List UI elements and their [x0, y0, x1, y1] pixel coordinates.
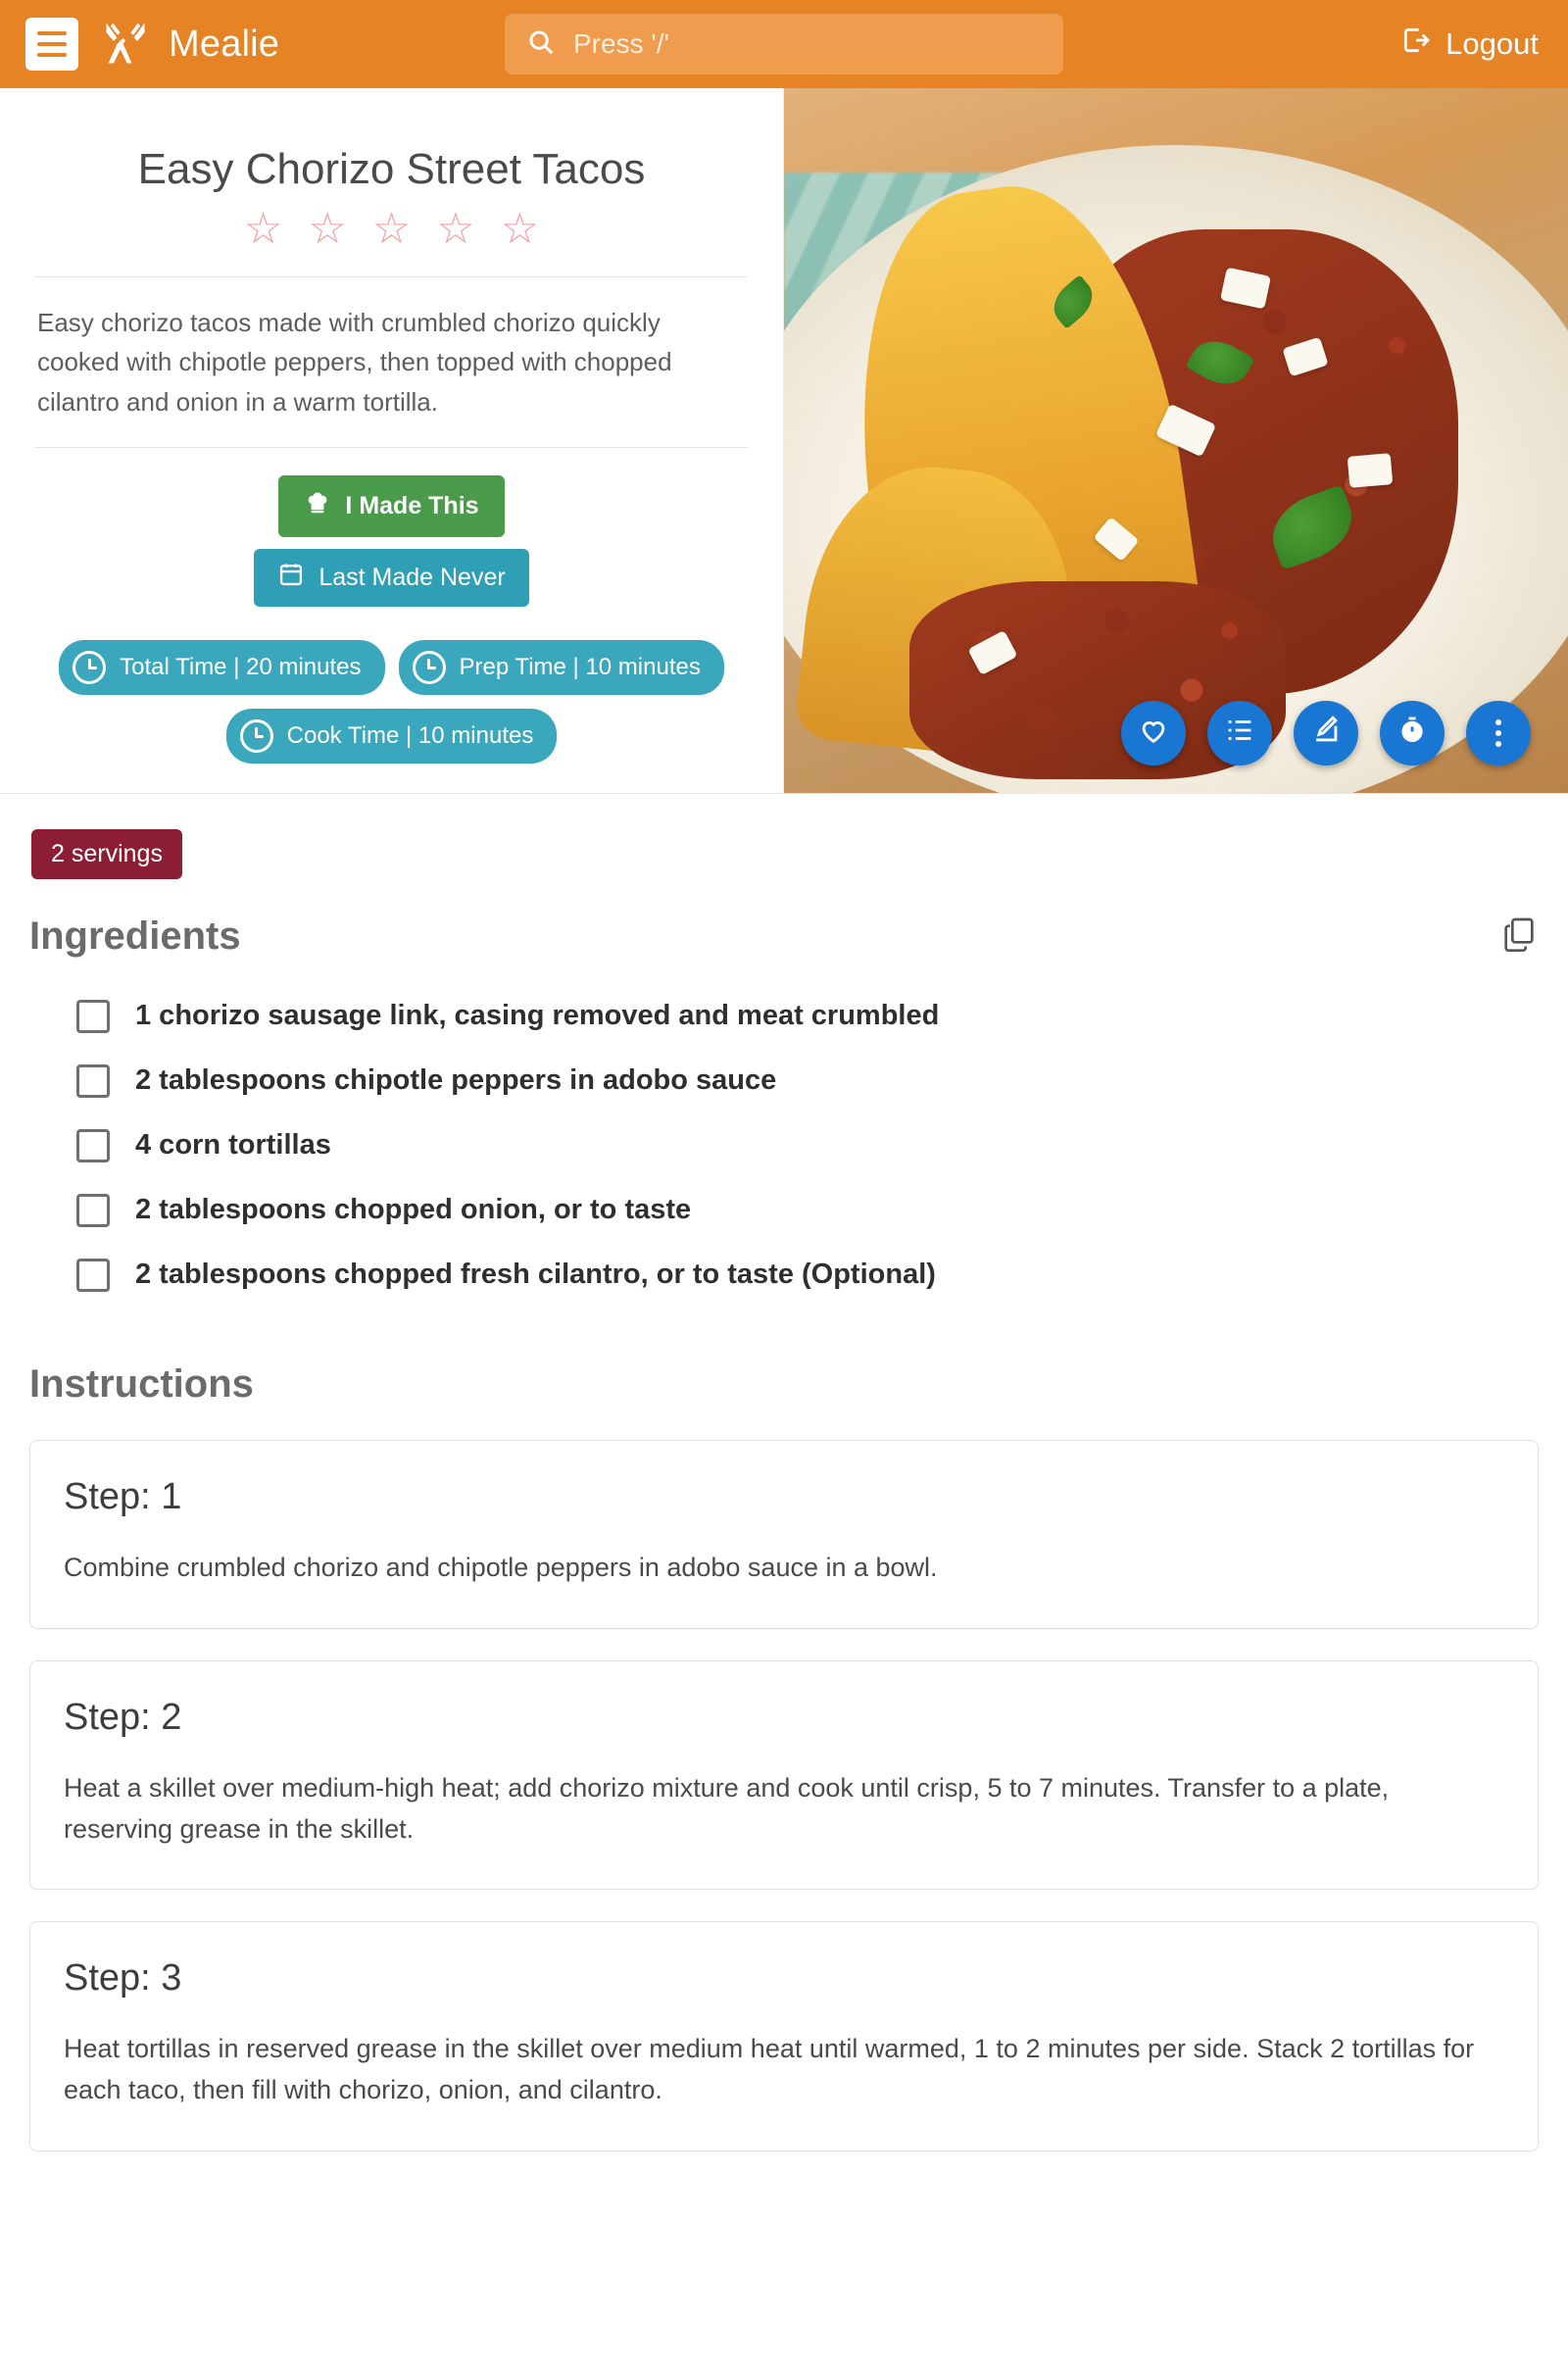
app-title: Mealie — [169, 23, 280, 65]
star-icon[interactable]: ☆ — [500, 205, 540, 253]
instructions-title: Instructions — [29, 1361, 254, 1406]
last-made-label: Last Made Never — [318, 563, 506, 591]
time-chips — [33, 640, 750, 764]
ingredient-checkbox[interactable] — [76, 1129, 110, 1162]
recipe-image — [784, 88, 1568, 793]
ingredient-label: 2 tablespoons chopped onion, or to taste — [135, 1194, 692, 1226]
cook-time-label: Cook Time | 10 minutes — [286, 721, 534, 749]
i-made-this-button[interactable] — [278, 475, 504, 537]
step-text: Combine crumbled chorizo and chipotle peppers in adobo sauce in a bowl. — [64, 1552, 938, 1582]
last-made-button[interactable] — [254, 549, 528, 607]
total-time-label: Total Time | 20 minutes — [120, 653, 362, 680]
logout-button[interactable] — [1400, 25, 1539, 64]
clock-icon — [413, 651, 446, 684]
page-title: Easy Chorizo Street Tacos — [137, 145, 646, 193]
ingredient-checkbox[interactable] — [76, 1194, 110, 1227]
search-icon — [526, 27, 556, 62]
i-made-this-label: I Made This — [345, 491, 479, 519]
edit-button[interactable] — [1294, 701, 1358, 766]
recipe-description: Easy chorizo tacos made with crumbled chorizo quickly cooked with chipotle peppers, then topped with chopped cilantro and onion in a warm tortilla. — [37, 308, 672, 417]
more-options-button[interactable] — [1466, 701, 1531, 766]
step-heading: Step: 2 — [64, 1696, 182, 1738]
list-item[interactable] — [29, 1243, 1539, 1308]
app-bar — [0, 0, 1568, 88]
servings-badge[interactable]: 2 servings — [31, 829, 182, 879]
ingredients-list — [29, 984, 1539, 1308]
star-icon[interactable]: ☆ — [436, 205, 475, 253]
ingredient-checkbox[interactable] — [76, 1259, 110, 1292]
list-item[interactable] — [29, 1113, 1539, 1178]
logout-label: Logout — [1446, 26, 1539, 61]
list-item[interactable] — [29, 984, 1539, 1049]
step-card[interactable] — [29, 1660, 1539, 1891]
chef-hat-icon — [304, 489, 331, 523]
calendar-icon — [277, 561, 305, 595]
list-item[interactable] — [29, 1178, 1539, 1243]
list-item[interactable] — [29, 1049, 1539, 1113]
cook-time-chip[interactable] — [226, 709, 558, 764]
ingredient-label: 2 tablespoons chipotle peppers in adobo sauce — [135, 1064, 777, 1097]
hamburger-icon[interactable] — [25, 18, 78, 71]
fork-knife-icon — [100, 19, 151, 70]
divider — [35, 447, 748, 448]
ingredient-checkbox[interactable] — [76, 1064, 110, 1098]
clock-icon — [240, 719, 273, 753]
list-icon — [1223, 714, 1256, 752]
step-card[interactable] — [29, 1921, 1539, 2151]
step-heading: Step: 1 — [64, 1475, 182, 1517]
ingredient-label: 4 corn tortillas — [135, 1129, 331, 1161]
ingredients-title: Ingredients — [29, 914, 241, 958]
star-icon[interactable]: ☆ — [308, 205, 347, 253]
shopping-list-button[interactable] — [1207, 701, 1272, 766]
recipe-hero — [0, 88, 1568, 794]
action-buttons — [33, 475, 750, 607]
recipe-action-fabs — [1121, 701, 1531, 766]
edit-pencil-icon — [1309, 714, 1343, 752]
taco-photo — [784, 88, 1568, 793]
search-placeholder: Press '/' — [573, 28, 669, 59]
step-heading: Step: 3 — [64, 1957, 182, 2000]
more-vertical-icon — [1495, 719, 1501, 747]
copy-icon[interactable] — [1499, 914, 1539, 959]
recipe-body — [0, 794, 1568, 2151]
timer-button[interactable] — [1380, 701, 1445, 766]
timer-icon — [1396, 714, 1429, 752]
step-text: Heat tortillas in reserved grease in the skillet over medium heat until warmed, 1 to 2 minutes per side. Stack 2 tortillas for each taco, then fill with chorizo, onion, and cilantro. — [64, 2034, 1475, 2105]
heart-icon — [1137, 714, 1170, 752]
instruction-steps — [29, 1440, 1539, 2151]
clock-icon — [73, 651, 106, 684]
ingredient-label: 1 chorizo sausage link, casing removed and meat crumbled — [135, 1000, 940, 1032]
logout-icon — [1400, 25, 1432, 64]
total-time-chip[interactable] — [59, 640, 384, 695]
ingredient-checkbox[interactable] — [76, 1000, 110, 1033]
rating-stars[interactable] — [33, 205, 750, 253]
ingredients-header — [29, 914, 1539, 959]
prep-time-chip[interactable] — [399, 640, 724, 695]
favorite-button[interactable] — [1121, 701, 1186, 766]
step-card[interactable] — [29, 1440, 1539, 1629]
star-icon[interactable]: ☆ — [243, 205, 283, 253]
prep-time-label: Prep Time | 10 minutes — [459, 653, 701, 680]
star-icon[interactable]: ☆ — [371, 205, 412, 253]
step-text: Heat a skillet over medium-high heat; add chorizo mixture and cook until crisp, 5 to 7 minutes. Transfer to a plate, reserving grease in the skillet. — [64, 1772, 1390, 1844]
ingredient-label: 2 tablespoons chopped fresh cilantro, or to taste (Optional) — [135, 1259, 936, 1291]
recipe-summary-panel — [0, 88, 784, 793]
search-input[interactable] — [505, 14, 1063, 74]
